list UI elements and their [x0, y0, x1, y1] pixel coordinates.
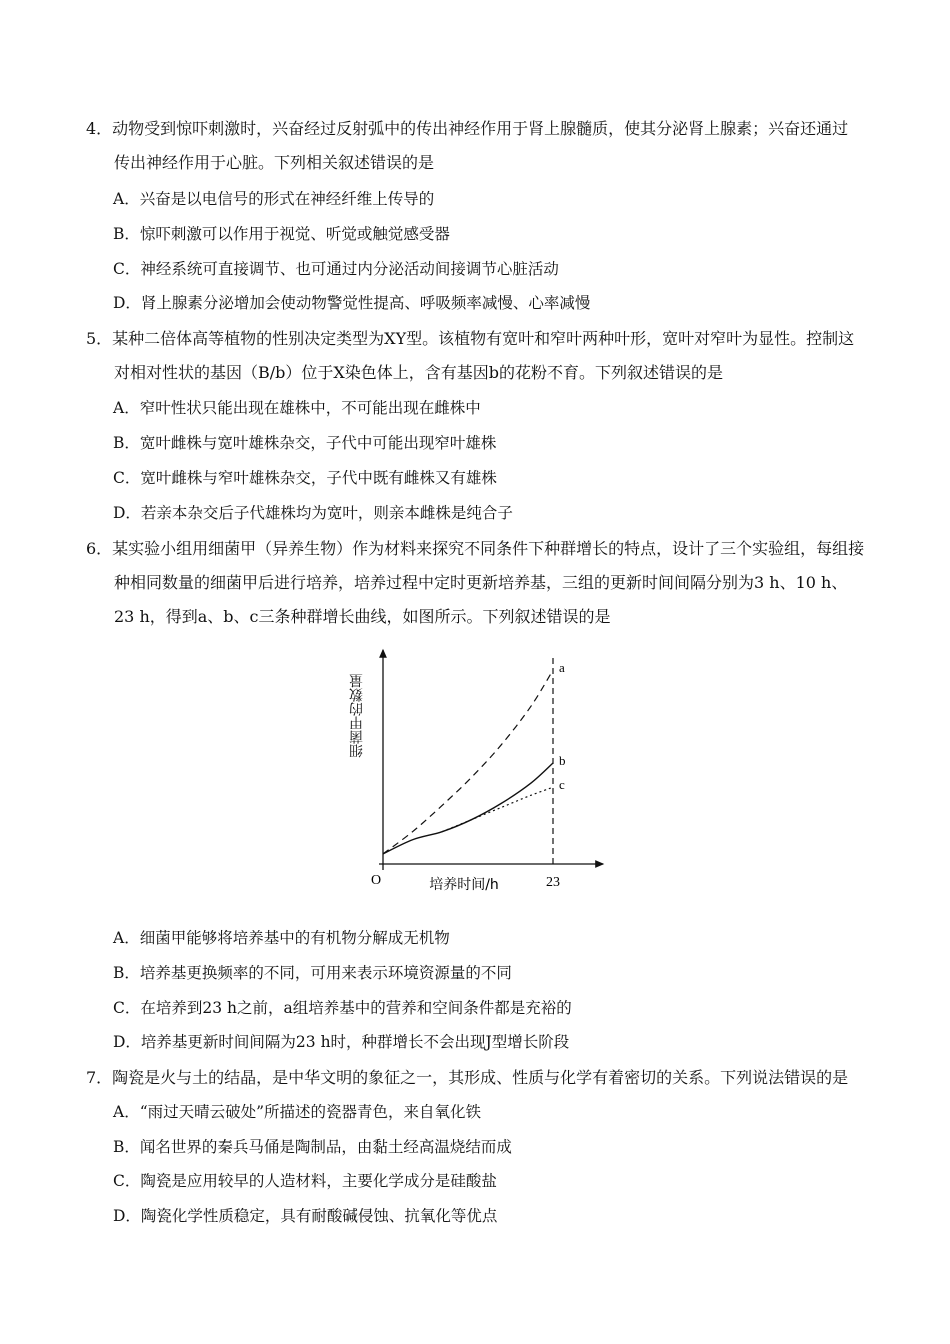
question-5-option-c: C．宽叶雌株与窄叶雄株杂交，子代中既有雌株又有雄株 [113, 469, 497, 487]
question-4-option-c: C．神经系统可直接调节、也可通过内分泌活动间接调节心脏活动 [113, 260, 559, 278]
series-label-c: c [559, 777, 565, 793]
question-5-stem-line1: 5．某种二倍体高等植物的性别决定类型为XY型。该植物有宽叶和窄叶两种叶形，宽叶对窄叶为显性。控制这 [86, 329, 855, 348]
x-tick-label-23: 23 [546, 875, 560, 890]
question-4-stem [86, 117, 876, 175]
x-axis-label: 培养时间/h [429, 877, 499, 893]
question-4-option-d: D．肾上腺素分泌增加会使动物警觉性提高、呼吸频率减慢、心率减慢 [113, 294, 591, 312]
question-4-option-a: A．兴奋是以电信号的形式在神经纤维上传导的 [113, 190, 435, 208]
series-b-line [383, 763, 553, 854]
question-7-stem [86, 1066, 876, 1090]
y-axis-label: 细菌甲的数量 [349, 674, 365, 758]
question-5-stem [86, 327, 876, 385]
question-6-stem-line2: 种相同数量的细菌甲后进行培养，培养过程中定时更新培养基，三组的更新时间间隔分别为3 h、10 h、 [114, 573, 848, 592]
question-6-option-d: D．培养基更新时间间隔为23 h时，种群增长不会出现J型增长阶段 [113, 1033, 570, 1051]
question-7-option-a: A．“雨过天晴云破处”所描述的瓷器青色，来自氧化铁 [113, 1103, 482, 1121]
series-a-line [383, 670, 553, 854]
question-7-stem-line1: 7．陶瓷是火与土的结晶，是中华文明的象征之一，其形成、性质与化学有着密切的关系。下列说法错误的是 [86, 1068, 849, 1087]
question-6-option-b: B．培养基更换频率的不同，可用来表示环境资源量的不同 [113, 964, 512, 982]
question-7-option-b: B．闻名世界的秦兵马俑是陶制品，由黏土经高温烧结而成 [113, 1138, 512, 1156]
question-5-option-d: D．若亲本杂交后子代雄株均为宽叶，则亲本雌株是纯合子 [113, 504, 513, 522]
question-5-option-b: B．宽叶雌株与宽叶雄株杂交，子代中可能出现窄叶雄株 [113, 434, 497, 452]
question-4-stem-line2: 传出神经作用于心脏。下列相关叙述错误的是 [114, 153, 435, 172]
question-6-stem-line3: 23 h，得到a、b、c三条种群增长曲线，如图所示。下列叙述错误的是 [114, 607, 611, 626]
question-7-option-c: C．陶瓷是应用较早的人造材料，主要化学成分是硅酸盐 [113, 1172, 497, 1190]
origin-label: O [371, 873, 382, 888]
series-layer [383, 670, 553, 854]
growth-curve-figure [345, 640, 625, 900]
series-label-a: a [559, 660, 565, 676]
question-6-stem-line1: 6．某实验小组用细菌甲（异养生物）作为材料来探究不同条件下种群增长的特点，设计了三个实验组，每组接 [86, 539, 865, 558]
growth-curve-chart [345, 640, 625, 900]
question-7-option-d: D．陶瓷化学性质稳定，具有耐酸碱侵蚀、抗氧化等优点 [113, 1207, 498, 1225]
question-5-stem-line2: 对相对性状的基因（B/b）位于X染色体上，含有基因b的花粉不育。下列叙述错误的是 [114, 363, 724, 382]
series-label-b: b [559, 753, 566, 768]
question-6-option-c: C．在培养到23 h之前，a组培养基中的营养和空间条件都是充裕的 [113, 999, 572, 1017]
question-4-stem-line1: 4．动物受到惊吓刺激时，兴奋经过反射弧中的传出神经作用于肾上腺髓质，使其分泌肾上腺素；兴奋还通过 [86, 119, 849, 138]
question-4-option-b: B．惊吓刺激可以作用于视觉、听觉或触觉感受器 [113, 225, 450, 243]
question-5-option-a: A．窄叶性状只能出现在雄株中，不可能出现在雌株中 [113, 399, 481, 417]
question-6-stem [86, 537, 876, 629]
question-6-option-a: A．细菌甲能够将培养基中的有机物分解成无机物 [113, 929, 450, 947]
